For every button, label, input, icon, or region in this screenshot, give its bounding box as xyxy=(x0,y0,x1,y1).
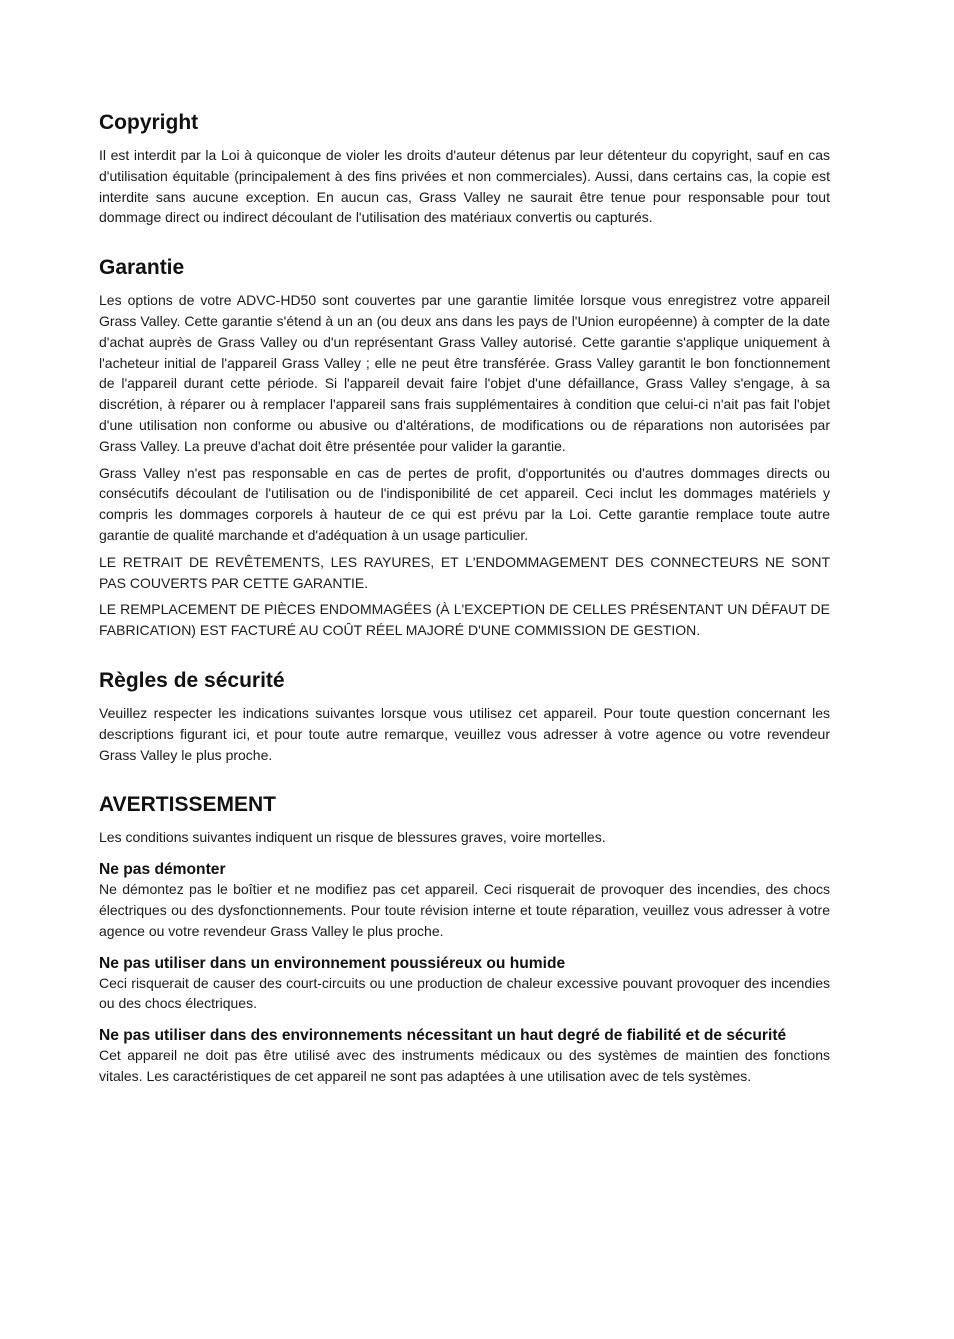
warning-item-text: Cet appareil ne doit pas être utilisé avec des instruments médicaux ou des systèmes de maintien des fonctions vitales. Les caractéristiques de cet appareil ne sont pas adaptées à une utilisation avec de tels systèmes. xyxy=(99,1047,830,1084)
warning-item xyxy=(99,1026,830,1087)
warning-item-text: Ne démontez pas le boîtier et ne modifiez pas cet appareil. Ceci risquerait de provoquer des incendies, des chocs électriques ou des dysfonctionnements. Pour toute révision interne et toute réparation, veuillez vous adresser à votre agence ou votre revendeur Grass Valley le plus proche. xyxy=(99,881,830,939)
warning-item xyxy=(99,954,830,1015)
warning-item xyxy=(99,860,830,941)
paragraph: LE RETRAIT DE REVÊTEMENTS, LES RAYURES, ET L'ENDOMMAGEMENT DES CONNECTEURS NE SONT PAS COUVERTS PAR CETTE GARANTIE. xyxy=(99,553,830,591)
warning-item-text: Ceci risquerait de causer des court-circuits ou une production de chaleur excessive pouvant provoquer des incendies ou des chocs électriques. xyxy=(99,974,830,1012)
warning-item-title: Ne pas démonter xyxy=(99,861,226,879)
paragraph: Les options de votre ADVC-HD50 sont couvertes par une garantie limitée lorsque vous enregistrez votre appareil Grass Valley. Cette garantie s'étend à un an (ou deux ans dans les pays de l'Union européenne) à compter de la date d'achat auprès de Grass Valley ou d'un représentant Grass Valley autorisé. Cette garantie s'applique uniquement à l'acheteur initial de l'appareil Grass Valley ; elle ne peut être transférée. Grass Valley garantit le bon fonctionnement de l'appareil durant cette période. Si l'appareil devait faire l'objet d'une défaillance, Grass Valley s'engage, à sa discrétion, à réparer ou à remplacer l'appareil sans frais supplémentaires à condition que celui-ci n'ait pas fait l'objet d'une utilisation non conforme ou abusive ou d'altérations, de modifications ou de réparations non autorisées par Grass Valley. La preuve d'achat doit être présentée pour valider la garantie. xyxy=(99,292,830,454)
heading-garantie: Garantie xyxy=(99,256,185,280)
warning-item-title: Ne pas utiliser dans un environnement poussiéreux ou humide xyxy=(99,954,566,972)
paragraph: Veuillez respecter les indications suivantes lorsque vous utilisez cet appareil. Pour toute question concernant les descriptions figurant ici, et pour toute autre remarque, veuillez vous adresser à votre agence ou votre revendeur Grass Valley le plus proche. xyxy=(99,704,830,763)
heading-regles-de-securite: Règles de sécurité xyxy=(99,668,285,692)
paragraph: LE REMPLACEMENT DE PIÈCES ENDOMMAGÉES (À L'EXCEPTION DE CELLES PRÉSENTANT UN DÉFAUT DE FABRICATION) EST FACTURÉ AU COÛT RÉEL MAJORÉ D'UNE COMMISSION DE GESTION. xyxy=(99,601,830,639)
document-page xyxy=(99,110,830,1087)
paragraph: Il est interdit par la Loi à quiconque de violer les droits d'auteur détenus par leur détenteur du copyright, sauf en cas d'utilisation équitable (principalement à des fins privées et non commerciales). Aussi, dans certains cas, la copie est interdite sans aucune exception. En aucun cas, Grass Valley ne saurait être tenue pour responsable pour tout dommage direct ou indirect découlant de l'utilisation des matériaux convertis ou capturés. xyxy=(99,147,830,226)
section-regles-de-securite xyxy=(99,668,830,765)
paragraph: Grass Valley n'est pas responsable en cas de pertes de profit, d'opportunités ou d'autres dommages directs ou consécutifs découlant de l'utilisation ou de l'indisponibilité de cet appareil. Ceci inclut les dommages matériels y compris les dommages corporels à hauteur de ce qui est prévu par la Loi. Cette garantie remplace toute autre garantie de qualité marchande et d'adéquation à un usage particulier. xyxy=(99,464,830,543)
section-garantie xyxy=(99,255,830,641)
section-avertissement xyxy=(99,792,830,1086)
paragraph-intro: Les conditions suivantes indiquent un risque de blessures graves, voire mortelles. xyxy=(99,829,606,846)
heading-avertissement: AVERTISSEMENT xyxy=(99,793,276,817)
heading-copyright: Copyright xyxy=(99,111,199,134)
section-copyright xyxy=(99,110,830,228)
warning-item-title: Ne pas utiliser dans des environnements nécessitant un haut degré de fiabilité et de sécurité xyxy=(99,1027,787,1045)
